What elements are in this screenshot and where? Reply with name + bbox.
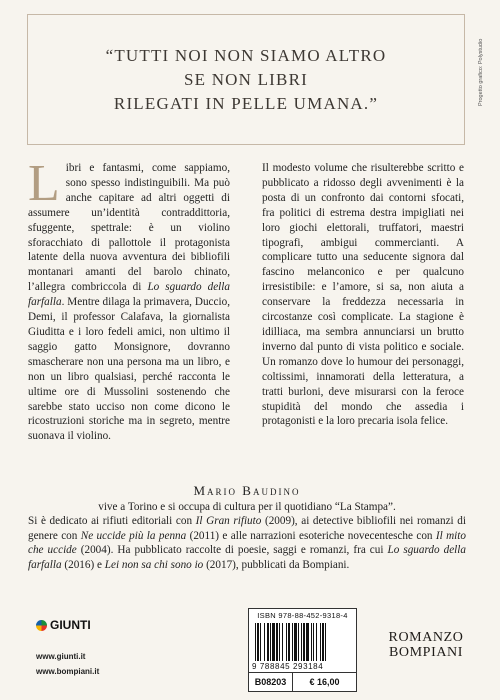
- bio-title: Ne uccide più la penna: [80, 529, 187, 542]
- series-line-1: ROMANZO: [388, 630, 464, 645]
- product-code: B08203: [249, 673, 293, 691]
- bio-title: Il Gran rifiuto: [195, 515, 262, 528]
- price-tag: € 16,00: [309, 677, 340, 687]
- author-bio: [28, 484, 466, 573]
- drop-cap: L: [28, 155, 60, 212]
- website-bompiani: www.bompiani.it: [36, 667, 100, 676]
- author-intro: vive a Torino e si occupa di cultura per il quotidiano “La Stampa”.: [98, 500, 396, 513]
- series-name: [376, 630, 476, 660]
- barcode-icon: [254, 623, 351, 661]
- bio-text: (2011) e alle narrazioni esoteriche novecentesche con: [186, 529, 436, 542]
- giunti-logo-text: GIUNTI: [50, 618, 91, 632]
- series-line-2: BOMPIANI: [388, 645, 464, 660]
- isbn-info-row: [249, 672, 356, 691]
- bio-text: (2009), ai detective bibliofili nei romanzi di genere con: [28, 515, 466, 542]
- bio-text: (2004). Ha pubblicato raccolte di poesie, saggi e romanzi, fra cui: [76, 544, 388, 557]
- bio-title: Il mito che uccide: [28, 529, 466, 557]
- blurb-text-2: . Mentre dilaga la primavera, Duccio, Demi, il professor Calafava, la giornalista Giuditta e i loro fedeli amici, non ultimo il saggio gatto Monsignore, dovranno smascherare non una persona ma un libro, e non un libro qualsiasi, perché racconta le ultime ore di Mussolini sostenendo che sarebbe stato ucciso non come dicono le ricostruzioni storiche ma in segreto, mentre suonava il violino.: [28, 296, 230, 443]
- author-works: [28, 514, 466, 572]
- bio-text: (2017), pubblicati da Bompiani.: [203, 558, 350, 571]
- bio-text: Si è dedicato ai rifiuti editoriali con: [28, 515, 196, 528]
- blurb-left-column: [28, 155, 230, 444]
- blurb-text-1: ibri e fantasmi, come sappiamo, sono spesso indistinguibili. Ma può anche capitare ad altri oggetti di assumere un’identità contraddittoria, sfuggente, spettrale: è un violino sforacchiato di pallottole il protagonista latente della nuova avventura dei bibliofili montanari amanti del barolo chinato, l’allegra combriccola di: [28, 162, 230, 294]
- bio-text: (2016) e: [61, 558, 105, 571]
- bio-title: Lo sguardo della farfalla: [28, 544, 466, 571]
- design-credit: Progetto grafico: Polystudio: [478, 38, 484, 106]
- quote-line-1: “TUTTI NOI NON SIAMO ALTRO: [105, 45, 387, 65]
- blurb-title-italic: Lo sguardo della farfalla: [28, 281, 230, 309]
- giunti-logo-icon: [36, 620, 47, 631]
- bio-title: Lei non sa chi sono io: [104, 558, 204, 571]
- isbn-barcode-box: [248, 608, 357, 692]
- barcode-number: 9 788845 293184: [252, 662, 324, 671]
- blurb-right-column: Il modesto volume che risulterebbe scritto e pubblicato a ridosso degli avvenimenti è la posta di un confronto dai contorni sfocati, fra politici di estrema destra impigliati nei loro giochi elettorali, truffatori, maestri tipografi, ambigui commercianti. A complicare tutto una seducente signora dal fascino melanconico e per qualcuno irresistibile: e l’amore, si sa, non aiuta a conservare la freddezza necessaria in circostanze così complicate. La stagione è idilliaca, ma sembra annunciarsi un brutto inverno dal punto di vista politico e sociale. Un romanzo dove lo humour dei personaggi, coltissimi, innamorati della letteratura, a tratti burloni, deve misurarsi con la feroce stupidità del mondo che assedia i protagonisti e la loro precaria isola felice.: [262, 162, 464, 428]
- quote-box: [27, 14, 465, 145]
- quote-line-2: SE NON LIBRI: [184, 69, 308, 89]
- author-name: Mario Baudino: [193, 483, 301, 498]
- giunti-logo: [36, 618, 91, 632]
- isbn-label: ISBN 978-88-452-9318-4: [257, 611, 348, 620]
- quote-line-3: RILEGATI IN PELLE UMANA.”: [113, 93, 379, 113]
- website-giunti: www.giunti.it: [36, 652, 86, 661]
